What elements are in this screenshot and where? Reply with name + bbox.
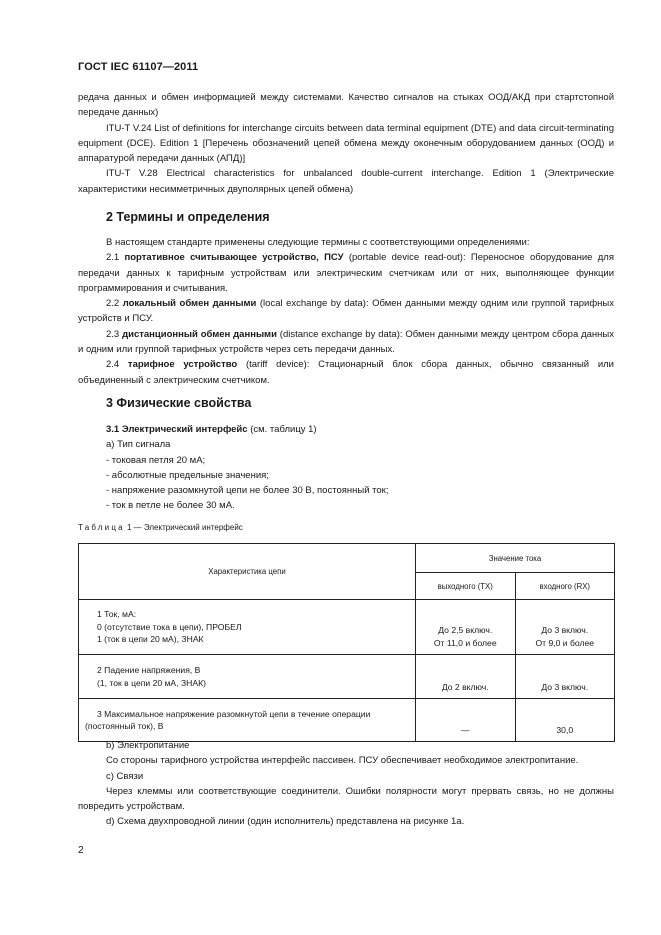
input-value-cell [515,699,614,742]
cell-line: (1, ток в цепи 20 мА, ЗНАК) [97,677,206,688]
ref-paragraph-3: ITU-T V.28 Electrical characteristics for unbalanced double-current interchange. Edition 1 (Электрические характеристики несимметричных двуполярных цепей обмена) [78,168,614,195]
term-definition: (tariff device): Стационарный блок сбора данных, обычно связанный или объединенный с электрическим счетчиком. [78,359,614,386]
section-3-heading: 3 Физические свойства [106,396,252,410]
page-number: 2 [78,845,84,856]
cell-line: 3 Максимальное напряжение разомкнутой цепи в течение операции [97,708,371,719]
table-row [79,699,615,742]
column-header-current-value: Значение тока [415,544,614,573]
term-name: дистанционный обмен данными [122,328,277,340]
list-item: - напряжение разомкнутой цепи не более 30 В, постоянный ток; [106,485,389,497]
caption-title: 1 — Электрический интерфейс [124,523,243,532]
output-value-cell [415,600,515,655]
term-2-1 [78,250,614,296]
characteristic-cell [79,600,416,655]
term-definition: (distance exchange by data): Обмен данными между центром сбора данных и одним или группой тарифных устройств через сеть передачи данных. [78,328,614,356]
term-2-3 [78,327,614,358]
cell-line: (постоянный ток), В [85,721,164,731]
item-b-label: b) Электропитание [106,740,190,751]
cell-line: 30,0 [556,724,574,735]
document-header: ГОСТ IEC 61107—2011 [78,61,199,73]
column-header-input: входного (RX) [515,573,614,600]
subsection-title: 3.1 Электрический интерфейс [106,424,248,435]
item-c-label: c) Связи [106,770,144,782]
term-number: 2.2 [106,298,123,310]
cell-line: От 11,0 и более [433,637,497,648]
cell-line: До 2 включ. [441,681,489,692]
list-item: - ток в петле не более 30 мА. [106,500,235,512]
cell-line: До 2,5 включ. [438,625,493,635]
cell-line: До 3 включ. [541,681,589,692]
cell-line: 1 (ток в цепи 20 мА), ЗНАК [97,634,204,645]
ref-paragraph-2: ITU-T V.24 List of definitions for interchange circuits between data terminal equipment (DTE) and data circuit-terminating equipment (DCE). Edition 1 [Перечень обозначений цепей обмена между оконечным оборудованием данных (ООД) и аппаратурой передачи данных (АПД)] [78,122,614,165]
item-c-text: Через клеммы или соответствующие соединители. Ошибки полярности могут прервать связь, но не должны повредить устройствам. [78,785,614,813]
term-number: 2.4 [106,359,128,371]
term-2-2 [78,296,614,327]
ref-paragraph-1: редача данных и обмен информацией между системами. Качество сигналов на стыках ООД/АКД при стартстопной передаче данных) [78,92,614,119]
item-d-text: d) Схема двухпроводной линии (один исполнитель) представлена на рисунке 1а. [106,816,465,828]
list-item: - токовая петля 20 мА; [106,454,206,466]
output-value-cell [415,699,515,742]
column-header-characteristic: Характеристика цепи [79,544,416,600]
normative-references [78,90,614,197]
item-b-text: Со стороны тарифного устройства интерфейс пассивен. ПСУ обеспечивает необходимое электропитание. [106,755,579,767]
term-definition: (portable device read-out): Переносное оборудование для передачи данных к тарифным устройствам или электрическим счетчикам или от них, выполняющее функции программирования и считывания. [78,252,614,294]
cell-line: От 9,0 и более [535,637,595,648]
table-caption [78,523,243,532]
term-name: портативное считывающее устройство, ПСУ [124,252,344,264]
characteristic-cell [79,699,416,742]
column-header-output: выходного (TX) [415,573,515,600]
terms-definitions [78,235,614,388]
list-item: - абсолютные предельные значения; [106,469,269,481]
section-2-heading: 2 Термины и определения [106,210,270,224]
physical-properties [78,422,614,514]
interface-details [78,738,614,830]
term-2-4 [78,357,614,388]
term-definition: (local exchange by data): Обмен данными между одним или группой тарифных устройств и ПСУ. [78,298,614,325]
term-name: локальный обмен данными [122,298,257,310]
terms-intro: В настоящем стандарте применены следующие термины с соответствующими определениями: [106,237,530,248]
characteristic-cell [79,655,416,699]
input-value-cell [515,600,614,655]
input-value-cell [515,655,614,699]
table-row [79,600,615,655]
term-number: 2.1 [106,252,125,264]
output-value-cell [415,655,515,699]
subsection-note: (см. таблицу 1) [247,424,317,435]
cell-line: 0 (отсутствие тока в цепи), ПРОБЕЛ [97,621,242,632]
subsection-3-1 [78,422,614,437]
table-row [79,655,615,699]
cell-line: 1 Ток, мА: [97,609,137,620]
term-name: тарифное устройство [127,359,238,371]
electrical-interface-table [78,543,615,742]
term-number: 2.3 [106,328,123,340]
caption-word: Таблица [78,523,125,532]
list-item: a) Тип сигнала [106,439,171,451]
cell-line: 2 Падение напряжения, В [97,665,201,675]
cell-line: До 3 включ. [541,625,589,635]
cell-line: — [460,724,470,735]
